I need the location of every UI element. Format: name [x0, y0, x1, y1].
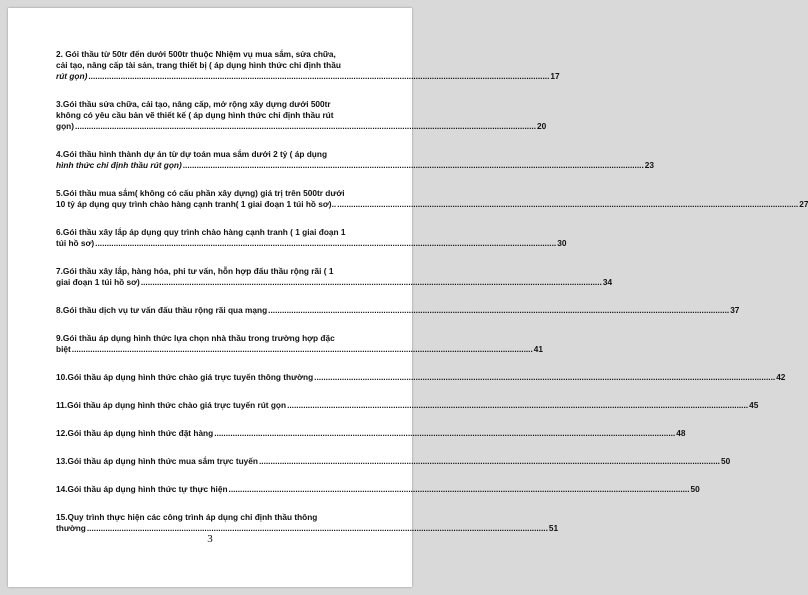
document-page	[8, 8, 808, 587]
toc-entry-text: thường	[56, 523, 86, 533]
toc-page-number: 50	[720, 456, 731, 466]
toc-entry[interactable]	[56, 188, 808, 210]
toc-entry-line: 9.Gói thầu áp dụng hình thức lựa chọn nhà thầu trong trường hợp đặc	[56, 333, 335, 343]
toc-page-number: 34	[602, 277, 613, 287]
toc-page-number: 23	[644, 160, 655, 170]
toc-entry-text: túi hồ sơ)	[56, 238, 95, 248]
dot-leader: ........................................................................................................................................................................................................	[258, 456, 720, 466]
toc-entry-text: giai đoạn 1 túi hồ sơ)	[56, 277, 140, 287]
toc-entry-text: hình thức chỉ định thầu rút gọn)	[56, 160, 182, 170]
toc-entry-line: 3.Gói thầu sửa chữa, cải tạo, nâng cấp, mở rộng xây dựng dưới 500tr	[56, 99, 331, 109]
toc-page-number: 37	[730, 305, 740, 315]
dot-leader: ........................................................................................................................................................................................................	[268, 305, 730, 315]
toc-page-number: 20	[537, 121, 547, 131]
toc-entry-text: rút gọn)	[56, 71, 88, 81]
table-of-contents	[56, 49, 808, 551]
toc-entry[interactable]	[56, 266, 613, 288]
toc-entry-text: 8.Gói thầu dịch vụ tư vấn đấu thầu rộng rãi qua mạng	[56, 305, 268, 315]
toc-page-number: 51	[548, 523, 559, 533]
toc-entry-line: không có yêu cầu bản vẽ thiết kế ( áp dụng hình thức chỉ định thầu rút	[56, 110, 334, 120]
toc-entry[interactable]	[56, 372, 786, 383]
toc-page-number: 45	[749, 400, 759, 410]
dot-leader: ........................................................................................................................................................................................................	[86, 523, 548, 533]
toc-entry-text: biệt	[56, 344, 71, 354]
dot-leader: ........................................................................................................................................................................................................	[88, 71, 550, 81]
toc-entry-text: gọn)	[56, 121, 74, 131]
dot-leader: ........................................................................................................................................................................................................	[287, 400, 749, 410]
dot-leader: ........................................................................................................................................................................................................	[95, 238, 557, 248]
toc-entry-line: 4.Gói thầu hình thành dự án từ dự toán mua sắm dưới 2 tỷ ( áp dụng	[56, 149, 328, 159]
toc-entry-text: 14.Gói thầu áp dụng hình thức tự thực hiện	[56, 484, 228, 494]
toc-entry[interactable]	[56, 484, 700, 495]
toc-entry[interactable]	[56, 512, 559, 534]
toc-entry-text: 10 tỷ áp dụng quy trình chào hàng cạnh tranh( 1 giai đoạn 1 túi hồ sơ)..	[56, 199, 337, 209]
dot-leader: ........................................................................................................................................................................................................	[214, 428, 676, 438]
toc-entry-text: 11.Gói thầu áp dụng hình thức chào giá trực tuyến rút gọn	[56, 400, 287, 410]
toc-entry-text: 13.Gói thầu áp dụng hình thức mua sắm trực tuyến	[56, 456, 258, 466]
toc-entry-line: 6.Gói thầu xây lắp áp dụng quy trình chào hàng cạnh tranh ( 1 giai đoạn 1	[56, 227, 346, 237]
dot-leader: ........................................................................................................................................................................................................	[71, 344, 533, 354]
toc-page-number: 48	[676, 428, 686, 438]
dot-leader: ........................................................................................................................................................................................................	[140, 277, 602, 287]
dot-leader: ........................................................................................................................................................................................................	[182, 160, 644, 170]
dot-leader: ........................................................................................................................................................................................................	[228, 484, 690, 494]
toc-page-number: 27	[799, 199, 808, 209]
toc-entry[interactable]	[56, 99, 547, 132]
toc-entry-text: 10.Gói thầu áp dụng hình thức chào giá trực tuyến thông thường	[56, 372, 314, 382]
toc-page-number: 50	[690, 484, 700, 494]
toc-entry[interactable]	[56, 227, 567, 249]
toc-entry[interactable]	[56, 400, 759, 411]
dot-leader: ........................................................................................................................................................................................................	[337, 199, 799, 209]
dot-leader: ........................................................................................................................................................................................................	[314, 372, 776, 382]
toc-page-number: 42	[776, 372, 786, 382]
page-number: 3	[207, 533, 213, 545]
toc-entry[interactable]	[56, 456, 731, 467]
toc-entry[interactable]	[56, 333, 544, 355]
toc-page-number: 30	[557, 238, 567, 248]
dot-leader: ........................................................................................................................................................................................................	[74, 121, 536, 131]
toc-entry-text: 12.Gói thầu áp dụng hình thức đặt hàng	[56, 428, 214, 438]
toc-entry[interactable]	[56, 428, 686, 439]
toc-entry-line: cải tạo, nâng cấp tài sản, trang thiết bị ( áp dụng hình thức chỉ định thầu	[56, 60, 341, 70]
toc-entry[interactable]	[56, 49, 560, 82]
toc-page-number: 17	[550, 71, 560, 81]
toc-entry-line: 7.Gói thầu xây lắp, hàng hóa, phi tư vấn, hỗn hợp đấu thầu rộng rãi ( 1	[56, 266, 334, 276]
toc-entry-line: 15.Quy trình thực hiện các công trình áp dụng chỉ định thầu thông	[56, 512, 318, 522]
toc-entry[interactable]	[56, 149, 655, 171]
toc-page-number: 41	[533, 344, 544, 354]
toc-entry-line: 5.Gói thầu mua sắm( không có cấu phần xây dựng) giá trị trên 500tr dưới	[56, 188, 345, 198]
toc-entry[interactable]	[56, 305, 740, 316]
toc-entry-line: 2. Gói thầu từ 50tr đến dưới 500tr thuộc Nhiệm vụ mua sắm, sửa chữa,	[56, 49, 336, 59]
